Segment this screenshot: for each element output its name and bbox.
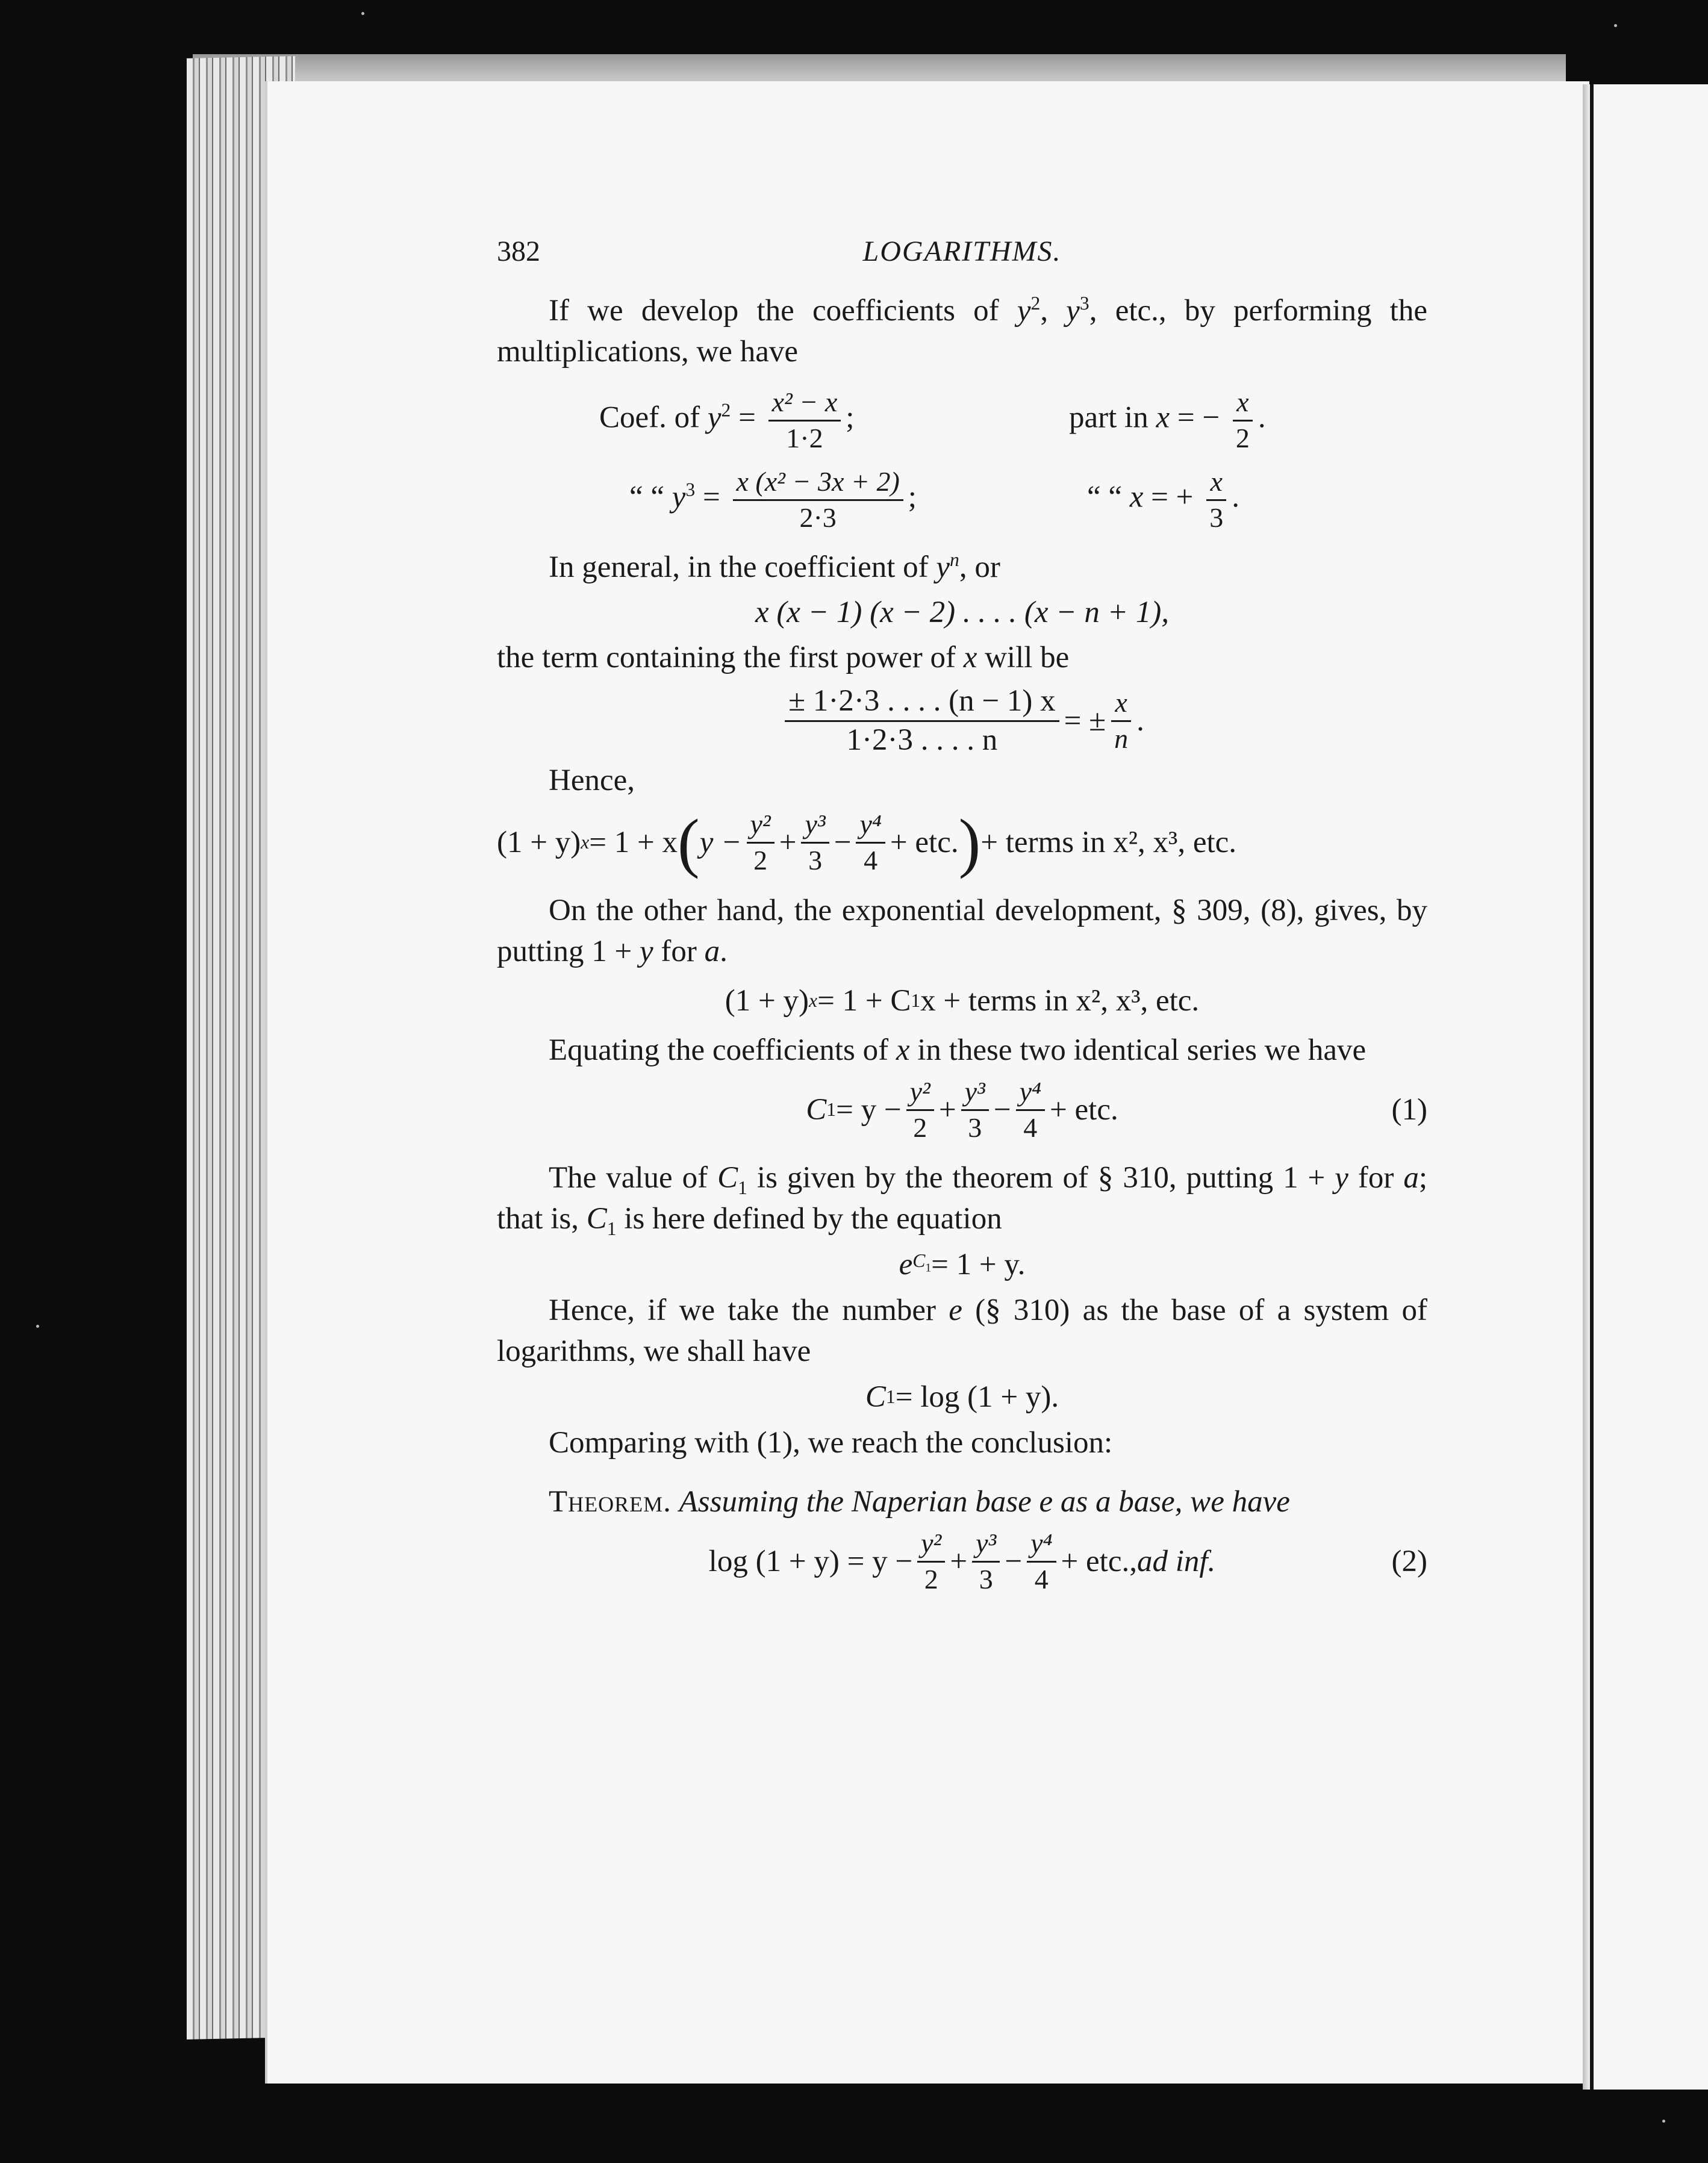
subscript: 1 [738, 1177, 747, 1199]
fraction [961, 1077, 989, 1142]
fraction [1206, 467, 1227, 532]
text: In general, in the coefficient of [549, 550, 937, 584]
text: is given by the theorem of § 310, putting 1 + [747, 1161, 1335, 1195]
text: C [806, 1093, 827, 1127]
var-e: e [899, 1248, 913, 1281]
product-formula: x (x − 1) (x − 2) . . . . (x − n + 1), [755, 596, 1170, 629]
fraction [801, 810, 829, 875]
numerator: y³ [801, 810, 829, 843]
text: part in [1069, 400, 1156, 435]
text: = − [1170, 400, 1227, 435]
coefficient-y3-equation [497, 464, 1427, 536]
numerator: x [1206, 467, 1226, 500]
text: Equating the coefficients of [549, 1033, 896, 1067]
numerator: y² [917, 1529, 945, 1562]
fraction [856, 810, 885, 875]
text: On the other hand, the exponential development, § 309, (8), gives, by putting 1 + [497, 894, 1427, 968]
numerator: x² − x [768, 388, 841, 421]
page-number: 382 [497, 235, 540, 267]
product-expression [497, 588, 1427, 637]
text: . [1258, 400, 1266, 435]
fraction [768, 388, 841, 453]
exponential-equation: (1 + y) x = 1 + C 1 x + terms in x², x³, etc. [725, 984, 1200, 1018]
equation-1: C 1 = y − $\frac{\text{y²}}{2}$ + $\frac{\text{y³}}{3}$ − $\frac{\text{y⁴}}{4}$ + etc. (1) [806, 1076, 1427, 1143]
paragraph-value-of-c1 [497, 1157, 1427, 1239]
denominator: 2 [913, 1112, 927, 1143]
text: . [1232, 480, 1239, 514]
text: y − [699, 826, 742, 859]
text: , etc., by performing the multiplications, we have [497, 294, 1427, 369]
numerator: ± 1·2·3 . . . . (n − 1) x [785, 685, 1059, 722]
var-y: y [707, 400, 722, 435]
var-x: x [963, 641, 977, 674]
var-y: y [672, 480, 686, 514]
text: = 1 + C [817, 984, 911, 1018]
denominator: 2 [1235, 422, 1250, 453]
dust-speck [36, 1325, 39, 1328]
paragraph-equating [497, 1030, 1427, 1071]
equation-2 [497, 1522, 1427, 1601]
denominator: 3 [1209, 502, 1224, 533]
var-y: y [936, 550, 950, 584]
denominator: 3 [979, 1563, 993, 1595]
fraction [972, 1529, 1000, 1594]
text: . [1136, 704, 1144, 738]
var-y: y [1066, 294, 1080, 328]
text: for [1348, 1161, 1404, 1195]
text: log (1 + y) = y − [708, 1545, 913, 1578]
text: in these two identical series we have [909, 1033, 1367, 1067]
denominator: 2·3 [799, 502, 837, 533]
denominator: n [1114, 723, 1129, 754]
text: = ± [1064, 704, 1106, 738]
text: ; that is, [497, 1161, 1428, 1236]
equation-number: (1) [1391, 1093, 1427, 1127]
text: + [938, 1093, 956, 1127]
text: , [1040, 294, 1067, 328]
running-title: LOGARITHMS. [862, 235, 1062, 267]
ad-infinitum: ad inf. [1136, 1545, 1216, 1578]
text: Coef. of [599, 400, 708, 435]
text: = [695, 480, 728, 514]
numerator: y² [747, 810, 775, 843]
paragraph-number-e [497, 1290, 1427, 1372]
text: = + [1143, 480, 1202, 514]
theorem [497, 1481, 1427, 1522]
denominator: 2 [924, 1563, 938, 1595]
series-expansion-equation: (1 + y) x = 1 + x ( y − $\frac{\text{y²}}{2}$ + $\frac{\text{y³}}{3}$ − $\frac{\text{y⁴}}{4}$ + etc. ) + terms in x², x³, etc. [497, 806, 1237, 879]
exponent: 2 [1030, 293, 1041, 314]
text: Hence, if we take the number [549, 1293, 949, 1327]
numerator: y² [906, 1077, 934, 1110]
text: . [720, 935, 728, 968]
text: + [779, 826, 797, 859]
paragraph-develop [497, 290, 1427, 372]
var-y: y [1017, 294, 1031, 328]
denominator: 1·2 [786, 422, 823, 453]
numerator: y³ [961, 1077, 989, 1110]
gutter-shadow [1583, 84, 1590, 2090]
paragraph-other-hand [497, 890, 1427, 972]
dust-speck [1614, 24, 1617, 27]
text: − [993, 1093, 1011, 1127]
text: + etc., [1061, 1545, 1137, 1578]
text: , or [959, 550, 1000, 584]
var-x: x [1156, 400, 1170, 435]
paragraph-term-containing [497, 637, 1427, 678]
text: (1 + y) [725, 984, 809, 1018]
theorem-text: Assuming the Naperian base e as a base, we have [679, 1485, 1290, 1519]
text: If we develop the coefficients of [549, 294, 1017, 328]
numerator: y⁴ [1027, 1529, 1056, 1562]
text: x + terms in x², x³, etc. [920, 984, 1200, 1018]
first-power-term-equation [497, 682, 1427, 760]
var-a: a [704, 935, 720, 968]
text: The value of [549, 1161, 718, 1195]
fraction [1027, 1529, 1056, 1594]
text: − [834, 826, 852, 859]
exponent: 2 [721, 399, 731, 421]
text: the term containing the first power of [497, 641, 964, 674]
fraction [1016, 1077, 1045, 1142]
text: = 1 + x [589, 826, 678, 859]
numerator: x [1233, 388, 1252, 421]
exponent: n [950, 549, 959, 570]
close-paren: ) [958, 806, 981, 879]
dust-speck [361, 12, 364, 15]
denominator: 4 [1023, 1112, 1038, 1143]
denominator: 1·2·3 . . . . n [846, 723, 998, 757]
var-x: x [1129, 480, 1144, 514]
text: ; [908, 480, 917, 514]
text: is here defined by the equation [616, 1202, 1002, 1236]
numerator: x [1111, 688, 1130, 721]
denominator: 3 [968, 1112, 982, 1143]
paragraph-in-general [497, 547, 1427, 588]
theorem-label: Theorem. [549, 1485, 672, 1519]
text: ; [846, 400, 855, 435]
fraction [733, 467, 903, 532]
numerator: y⁴ [856, 810, 885, 843]
numerator: x (x² − 3x + 2) [733, 467, 903, 500]
var-c: C [865, 1380, 886, 1414]
var-e: e [949, 1293, 962, 1327]
text: + etc. [890, 826, 959, 859]
text: (§ 310) as the base of a system of logarithms, we shall have [497, 1293, 1427, 1368]
fraction [747, 810, 775, 875]
denominator: 4 [864, 844, 878, 876]
page-content [497, 235, 1427, 1601]
text: = [731, 400, 764, 435]
exponent: C [912, 1250, 926, 1271]
numerator: y⁴ [1016, 1077, 1045, 1110]
text: for [653, 935, 705, 968]
denominator: 3 [808, 844, 823, 876]
exponent: 3 [1079, 293, 1089, 314]
text: (1 + y) [497, 826, 581, 859]
dust-speck [1662, 2120, 1665, 2123]
text: + terms in x², x³, etc. [980, 826, 1237, 859]
definition-equation [497, 1239, 1427, 1290]
fraction [917, 1529, 945, 1594]
equation-number: (2) [1391, 1545, 1427, 1578]
coefficient-y2-equation [497, 384, 1427, 456]
fraction [1111, 688, 1132, 753]
ditto-marks: “ “ [629, 480, 672, 514]
text: = 1 + y. [931, 1248, 1026, 1281]
running-head [497, 235, 1427, 277]
text: + [950, 1545, 968, 1578]
text: + etc. [1050, 1093, 1118, 1127]
var-y: y [1335, 1161, 1348, 1195]
var-x: x [896, 1033, 910, 1067]
subscript: 1 [606, 1218, 617, 1240]
text: will be [977, 641, 1070, 674]
text: = y − [836, 1093, 902, 1127]
paragraph-hence: Hence, [549, 764, 635, 797]
fraction [906, 1077, 934, 1142]
var-a: a [1403, 1161, 1419, 1195]
open-paren: ( [678, 806, 700, 879]
fraction [1232, 388, 1253, 453]
denominator: 4 [1034, 1563, 1049, 1595]
exponent: 3 [685, 479, 696, 500]
facing-page [1590, 84, 1708, 2090]
ditto-marks: “ “ [1087, 480, 1130, 514]
fraction [785, 685, 1059, 756]
log-equation: C 1 = log (1 + y). [865, 1380, 1059, 1414]
denominator: 2 [753, 844, 768, 876]
paragraph-comparing: Comparing with (1), we reach the conclusion: [549, 1426, 1113, 1460]
var-c: C [717, 1161, 738, 1195]
subscript: 1 [925, 1262, 932, 1275]
var-c: C [586, 1202, 607, 1236]
text: − [1005, 1545, 1023, 1578]
numerator: y³ [972, 1529, 1000, 1562]
text: = log (1 + y). [895, 1380, 1059, 1414]
var-y: y [640, 935, 653, 968]
